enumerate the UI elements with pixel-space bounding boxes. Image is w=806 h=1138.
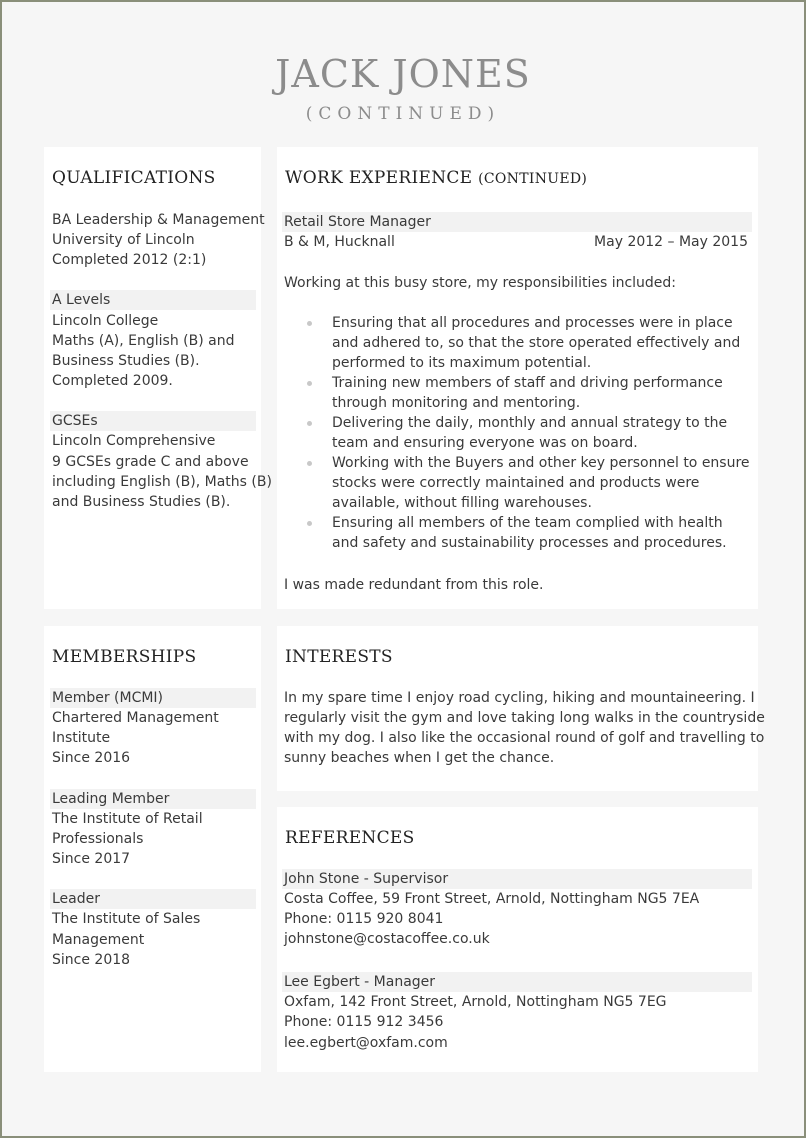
list-item (304, 453, 752, 513)
memberships-title: MEMBERSHIPS (52, 647, 197, 667)
interests-line: regularly visit the gym and love taking long walks in the countryside (284, 710, 765, 726)
interests-line: In my spare time I enjoy road cycling, hiking and mountaineering. I (284, 690, 755, 706)
qualification-heading: A Levels (50, 290, 256, 310)
continued-label: (CONTINUED) (305, 104, 501, 124)
reference-line: lee.egbert@oxfam.com (284, 1035, 448, 1051)
candidate-name: JACK JONES (275, 52, 531, 96)
membership-heading: Leader (50, 889, 256, 909)
qualification-heading: GCSEs (50, 411, 256, 431)
qualifications-title: QUALIFICATIONS (52, 168, 216, 188)
references-title: REFERENCES (285, 828, 415, 848)
bullet-dot-icon (307, 521, 312, 526)
membership-heading: Leading Member (50, 789, 256, 809)
qualification-line: Business Studies (B). (52, 353, 200, 369)
list-item-text: Delivering the daily, monthly and annual strategy to the team and ensuring everyone was on board. (332, 415, 728, 451)
reference-line: Oxfam, 142 Front Street, Arnold, Nottingham NG5 7EG (284, 994, 667, 1010)
reference-line: johnstone@costacoffee.co.uk (284, 931, 490, 947)
work-experience-title (285, 168, 587, 188)
list-item-text: Training new members of staff and driving performance through monitoring and mentoring. (332, 375, 723, 411)
job-role: Retail Store Manager (282, 212, 752, 232)
reference-line: Phone: 0115 920 8041 (284, 911, 444, 927)
list-item (304, 413, 752, 453)
qualification-line: Lincoln Comprehensive (52, 433, 216, 449)
qualification-heading: BA Leadership & Management (52, 212, 265, 228)
membership-line: Chartered Management (52, 710, 219, 726)
membership-line: The Institute of Retail (52, 811, 203, 827)
interests-line: sunny beaches when I get the chance. (284, 750, 555, 766)
list-item-text: Ensuring all members of the team complied with health and safety and sustainability processes and procedures. (332, 515, 727, 551)
qualification-line: 9 GCSEs grade C and above (52, 454, 249, 470)
qualification-line: Maths (A), English (B) and (52, 333, 235, 349)
membership-line: Professionals (52, 831, 144, 847)
job-intro: Working at this busy store, my responsibilities included: (284, 275, 677, 291)
work-experience-title-text: WORK EXPERIENCE (285, 168, 473, 188)
qualification-line: Completed 2009. (52, 373, 173, 389)
qualification-line: Lincoln College (52, 313, 159, 329)
reference-line: Costa Coffee, 59 Front Street, Arnold, Nottingham NG5 7EA (284, 891, 700, 907)
list-item-text: Working with the Buyers and other key personnel to ensure stocks were correctly maintained and products were available, without filling warehouses. (332, 455, 750, 511)
membership-line: Since 2016 (52, 750, 131, 766)
membership-line: Since 2018 (52, 952, 131, 968)
reference-heading: Lee Egbert - Manager (282, 972, 752, 992)
work-experience-title-suffix: (CONTINUED) (478, 171, 588, 187)
membership-heading: Member (MCMI) (50, 688, 256, 708)
qualification-line: and Business Studies (B). (52, 494, 231, 510)
reference-heading: John Stone - Supervisor (282, 869, 752, 889)
list-item (304, 373, 752, 413)
job-closing: I was made redundant from this role. (284, 577, 544, 593)
list-item (304, 513, 752, 553)
job-dates: May 2012 – May 2015 (594, 234, 748, 250)
list-item-text: Ensuring that all procedures and processes were in place and adhered to, so that the store operated effectively and performed to its maximum potential. (332, 315, 741, 371)
membership-line: The Institute of Sales (52, 911, 201, 927)
membership-line: Since 2017 (52, 851, 131, 867)
qualification-line: including English (B), Maths (B) (52, 474, 272, 490)
responsibilities-list (304, 313, 752, 553)
reference-line: Phone: 0115 912 3456 (284, 1014, 444, 1030)
qualification-line: Completed 2012 (2:1) (52, 252, 207, 268)
interests-title: INTERESTS (285, 647, 393, 667)
qualification-line: University of Lincoln (52, 232, 195, 248)
interests-line: with my dog. I also like the occasional round of golf and travelling to (284, 730, 765, 746)
membership-line: Management (52, 932, 145, 948)
job-employer: B & M, Hucknall (284, 234, 395, 250)
bullet-dot-icon (307, 381, 312, 386)
bullet-dot-icon (307, 321, 312, 326)
list-item (304, 313, 752, 373)
bullet-dot-icon (307, 421, 312, 426)
bullet-dot-icon (307, 461, 312, 466)
membership-line: Institute (52, 730, 111, 746)
